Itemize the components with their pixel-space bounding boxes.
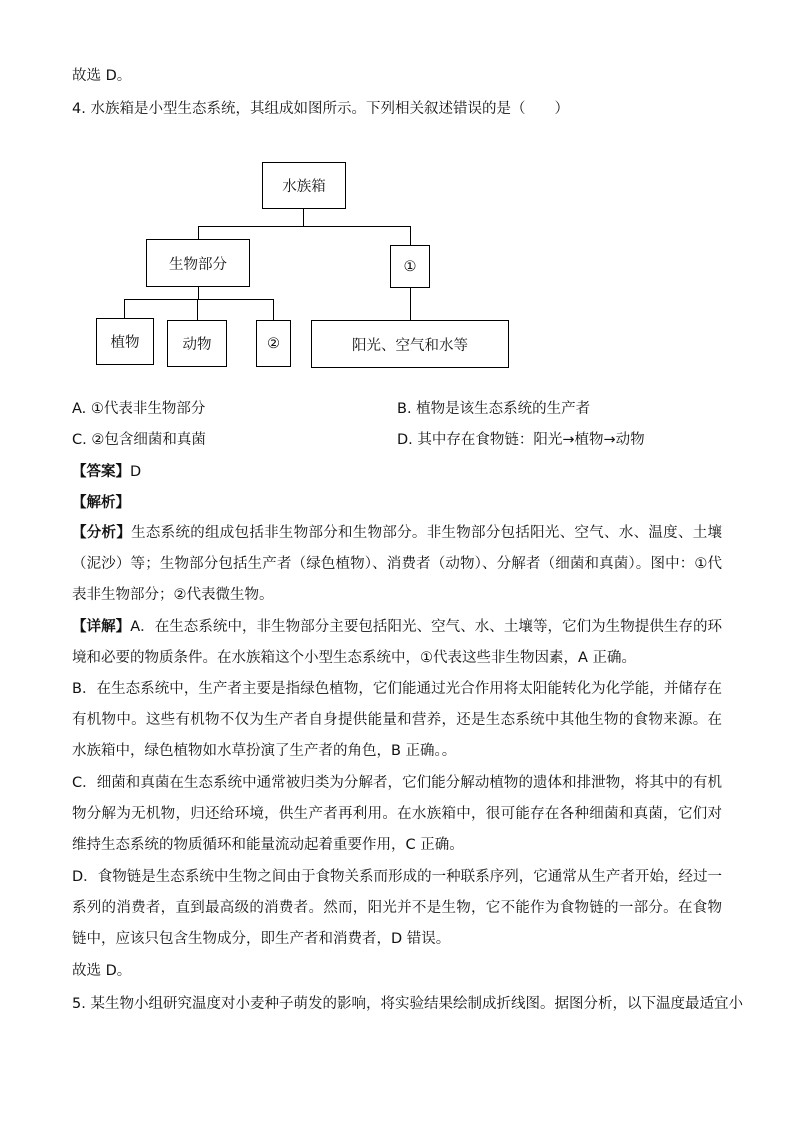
- detail-tag: 【详解】: [72, 619, 131, 635]
- diagram-plant-box: 植物: [96, 318, 154, 365]
- diagram-connector: [124, 299, 273, 300]
- diagram-connector: [273, 299, 274, 320]
- option-d: D. 其中存在食物链：阳光→植物→动物: [397, 432, 645, 448]
- diagram-connector: [198, 287, 199, 299]
- diagram-animal-box: 动物: [167, 320, 227, 367]
- detail-b-paragraph: B．在生态系统中，生产者主要是指绿色植物，它们能通过光合作用将太阳能转化为化学能，并储存在有机物中。这些有机物不仅为生产者自身提供能量和营养，还是生态系统中其他生物的食物来源。在水族箱中，绿色植物如水草扮演了生产者的角色，B 正确。。: [72, 681, 722, 759]
- diagram-connector: [124, 299, 125, 318]
- detail-a-paragraph: [72, 612, 722, 674]
- answer-value: D: [130, 464, 142, 480]
- answer-label: 【答案】: [72, 464, 130, 480]
- diagram-connector: [410, 288, 411, 320]
- diagram-connector: [410, 226, 411, 245]
- detail-a-text: A．在生态系统中，非生物部分主要包括阳光、空气、水、土壤等，它们为生物提供生存的环境和必要的物质条件。在水族箱这个小型生态系统中，①代表这些非生物因素，A 正确。: [72, 619, 723, 666]
- option-c: C. ②包含细菌和真菌: [72, 432, 206, 448]
- question-5-stem: 5. 某生物小组研究温度对小麦种子萌发的影响，将实验结果绘制成折线图。据图分析，以下温度最适宜小: [72, 996, 743, 1012]
- top-conclusion: 故选 D。: [72, 68, 132, 84]
- diagram-living-box: 生物部分: [146, 239, 250, 287]
- option-a: A. ①代表非生物部分: [72, 401, 206, 417]
- analysis-tag: 【分析】: [72, 525, 132, 541]
- q4-conclusion: 故选 D。: [72, 963, 132, 979]
- diagram-nonliving-box: ①: [390, 245, 430, 288]
- diagram-connector: [303, 209, 304, 226]
- diagram-root-box: 水族箱: [262, 162, 346, 209]
- diagram-connector: [198, 226, 199, 239]
- analysis-paragraph: [72, 518, 722, 611]
- diagram-connector: [198, 226, 410, 227]
- diagram-microbe-box: ②: [256, 320, 291, 367]
- answer-line: [72, 462, 141, 482]
- detail-d-paragraph: D．食物链是生态系统中生物之间由于食物关系而形成的一种联系序列，它通常从生产者开始，经过一系列的消费者，直到最高级的消费者。然而，阳光并不是生物，它不能作为食物链的一部分。在食物链中，应该只包含生物成分，即生产者和消费者，D 错误。: [72, 869, 722, 947]
- diagram-connector: [197, 299, 198, 320]
- diagram-abiotic-box: 阳光、空气和水等: [311, 320, 509, 368]
- analysis-text: 生态系统的组成包括非生物部分和生物部分。非生物部分包括阳光、空气、水、温度、土壤（泥沙）等；生物部分包括生产者（绿色植物）、消费者（动物）、分解者（细菌和真菌）。图中：①代表非生物部分；②代表微生物。: [72, 525, 723, 603]
- question-4-stem: 4. 水族箱是小型生态系统，其组成如图所示。下列相关叙述错误的是（ ）: [72, 101, 569, 117]
- analysis-label: 【解析】: [72, 495, 130, 511]
- detail-c-paragraph: C．细菌和真菌在生态系统中通常被归类为分解者，它们能分解动植物的遗体和排泄物，将其中的有机物分解为无机物，归还给环境，供生产者再利用。在水族箱中，很可能存在各种细菌和真菌，它们对维持生态系统的物质循环和能量流动起着重要作用，C 正确。: [72, 775, 722, 853]
- option-b: B. 植物是该生态系统的生产者: [397, 401, 591, 417]
